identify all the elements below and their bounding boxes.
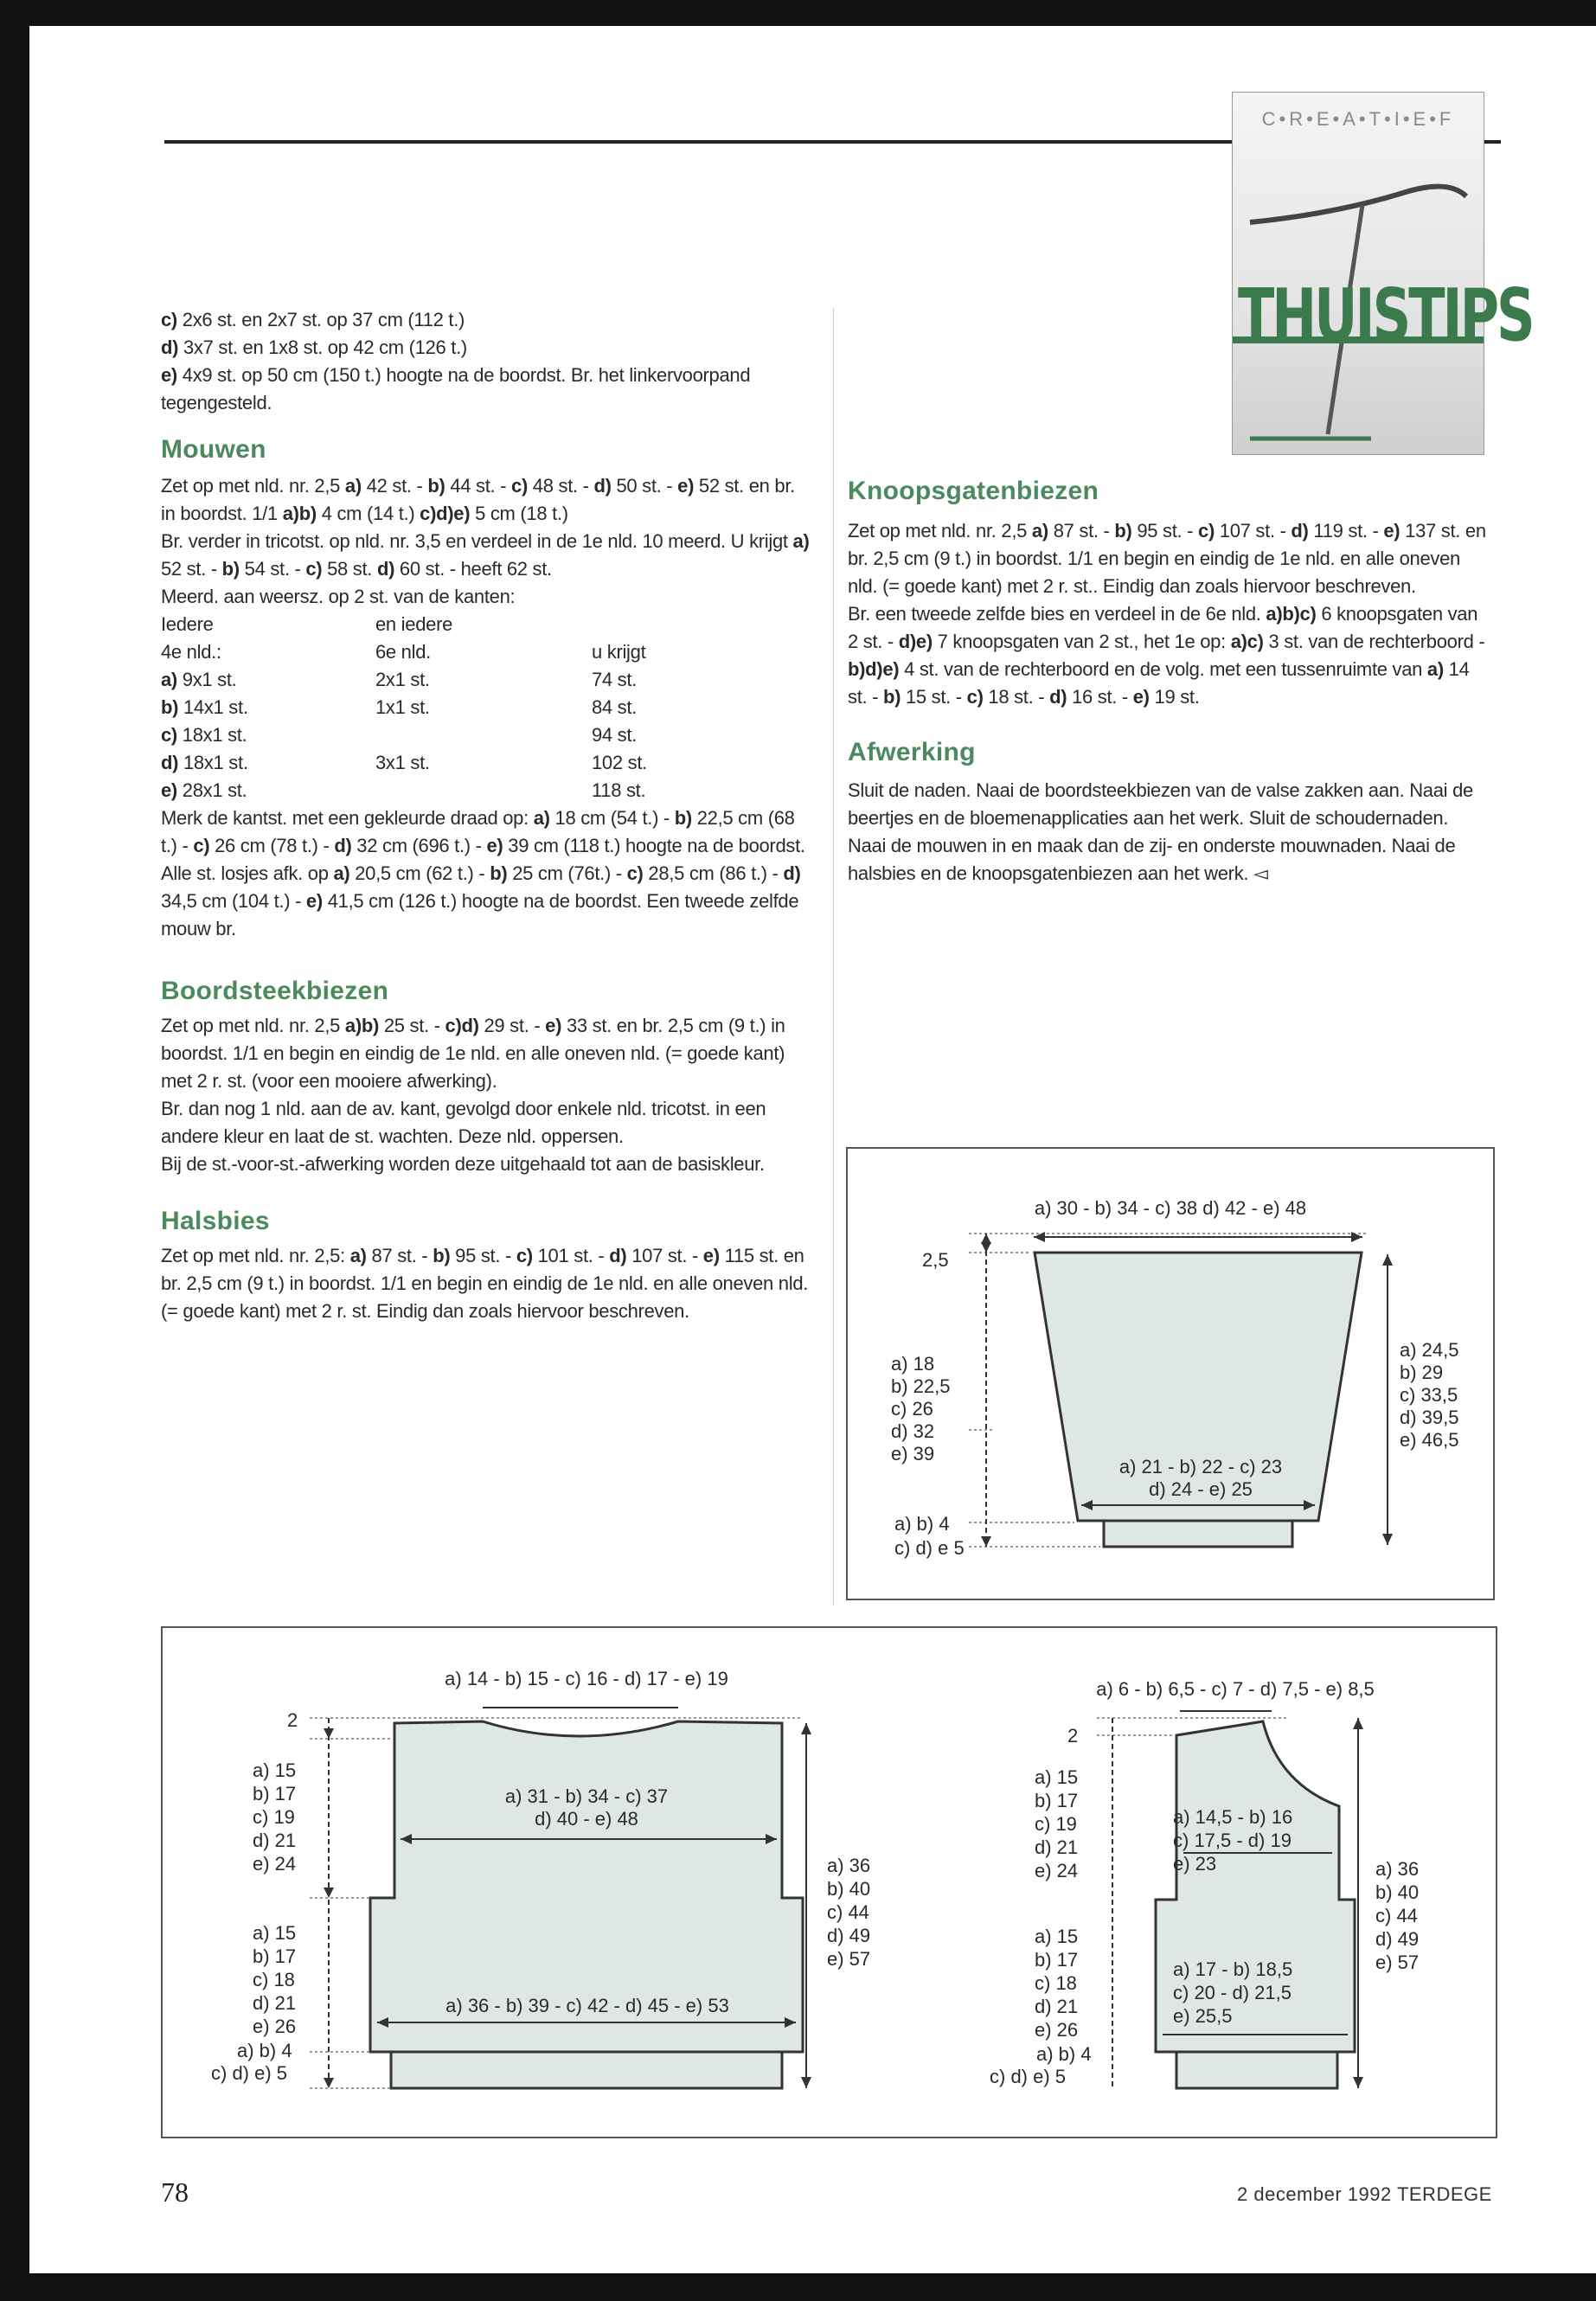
logo-wordmark: THUISTIPS bbox=[1238, 272, 1533, 358]
back-length-arrow bbox=[801, 1723, 811, 1734]
body-diagram bbox=[161, 1626, 1497, 2138]
table-cell: 118 st. bbox=[592, 779, 646, 801]
back-length-measure: d) 49 bbox=[827, 1925, 871, 1946]
back-upper-measure: e) 24 bbox=[253, 1853, 297, 1875]
scan-border-left bbox=[0, 0, 29, 2301]
front-length-measure: e) 57 bbox=[1375, 1952, 1420, 1973]
mouwen-text-2-2: Alle st. losjes afk. op a) 20,5 cm (62 t.) - b) 25 cm (76t.) - c) 28,5 cm (86 t.) - d) 34,5 cm (104 t.) - e) 41,5 cm (126 t.) hoogte na de boordst. Een tweede zelfde mouw br. bbox=[161, 862, 801, 939]
page-number: 78 bbox=[161, 2176, 189, 2208]
back-length-measure: a) 36 bbox=[827, 1855, 871, 1876]
front-upper-measure: b) 17 bbox=[1035, 1790, 1079, 1811]
front-upper-measure: c) 19 bbox=[1035, 1813, 1077, 1835]
table-cell bbox=[375, 777, 592, 804]
intro-line-3: e) 4x9 st. op 50 cm (150 t.) hoogte na de boordst. Br. het linkervoorpand tegengesteld. bbox=[161, 364, 751, 413]
table-row bbox=[161, 694, 765, 721]
front-lower-measure: a) 15 bbox=[1035, 1926, 1079, 1947]
hals-text-1: Zet op met nld. nr. 2,5: a) 87 st. - b) 95 st. - c) 101 st. - d) 107 st. - e) 115 st. en br. 2,5 cm (9 t.) in boordst. 1/1 en begin en eindig de 1e nld. en alle oneven nld. (= goede kant) met 2 r. st. Eindig dan zoals hiervoor beschreven. bbox=[161, 1245, 809, 1322]
back-upper-measure: b) 17 bbox=[253, 1783, 297, 1804]
back-lower-measure: c) 18 bbox=[253, 1969, 295, 1990]
boord-text-3: Bij de st.-voor-st.-afwerking worden deze uitgehaald tot aan de basiskleur. bbox=[161, 1153, 765, 1175]
table-header-cell: 6e nld. bbox=[375, 641, 431, 663]
table-cell: 2x1 st. bbox=[375, 669, 430, 690]
sleeve-right-measure: c) 33,5 bbox=[1400, 1384, 1458, 1406]
knoopsgatenbiezen-paragraph bbox=[848, 517, 1488, 711]
mouwen-text-1: Zet op met nld. nr. 2,5 a) 42 st. - b) 44 st. - c) 48 st. - d) 50 st. - e) 52 st. en br. in boordst. 1/1 a)b) 4 cm (14 t.) c)d)e) 5 cm (18 t.) bbox=[161, 475, 795, 524]
front-hem-measure: c) 20 - d) 21,5 bbox=[1173, 1982, 1292, 2003]
afwerking-paragraph bbox=[848, 777, 1488, 888]
sleeve-rib-2: c) d) e 5 bbox=[894, 1537, 965, 1559]
sleeve-bottom-measure bbox=[1071, 1456, 1330, 1501]
page-date: 2 december 1992 TERDEGE bbox=[1237, 2183, 1492, 2205]
sleeve-left-measure: c) 26 bbox=[891, 1398, 933, 1420]
front-rib-measure: c) d) e) 5 bbox=[990, 2066, 1067, 2087]
afwerking-text-2: Naai de mouwen in en maak dan de zij- en onderste mouwnaden. Naai de halsbies en de knoopsgatenbiezen aan het werk. ◅ bbox=[848, 835, 1456, 884]
front-rib-measure: a) b) 4 bbox=[1036, 2043, 1092, 2065]
sleeve-top-measure: a) 30 - b) 34 - c) 38 d) 42 - e) 48 bbox=[1034, 1197, 1307, 1219]
heading-mouwen: Mouwen bbox=[161, 435, 266, 464]
front-length-arrow bbox=[1353, 2077, 1363, 2088]
back-lower-measure: a) 15 bbox=[253, 1922, 297, 1944]
front-shoulder-drop: 2 bbox=[1067, 1725, 1079, 1747]
front-length-measure: d) 49 bbox=[1375, 1928, 1420, 1950]
scan-border-top bbox=[0, 0, 1596, 26]
sleeve-diagram bbox=[846, 1147, 1495, 1600]
front-length-arrow bbox=[1353, 1718, 1363, 1729]
table-cell: a) 9x1 st. bbox=[161, 669, 237, 690]
front-lower-measure: b) 17 bbox=[1035, 1949, 1079, 1971]
front-length-measure: b) 40 bbox=[1375, 1881, 1420, 1903]
back-length-arrow bbox=[801, 2077, 811, 2088]
sleeve-right-measure: b) 29 bbox=[1400, 1362, 1444, 1383]
back-lower-measure: d) 21 bbox=[253, 1992, 297, 2014]
boordsteekbiezen-paragraph bbox=[161, 1012, 810, 1178]
table-header-cell: u krijgt bbox=[592, 641, 646, 663]
table-header-cell: 4e nld.: bbox=[161, 641, 221, 663]
back-chest-measure: d) 40 - e) 48 bbox=[535, 1808, 638, 1830]
increase-table bbox=[161, 611, 765, 804]
front-chest-measure: e) 23 bbox=[1173, 1853, 1217, 1875]
sleeve-rib-measures bbox=[894, 1512, 965, 1561]
front-hem-measure: a) 17 - b) 18,5 bbox=[1173, 1958, 1293, 1980]
sleeve-left-measure: d) 32 bbox=[891, 1420, 935, 1442]
front-upper-measure: e) 24 bbox=[1035, 1860, 1079, 1881]
back-upper-measure: a) 15 bbox=[253, 1759, 297, 1781]
back-length-measure: b) 40 bbox=[827, 1878, 871, 1900]
front-chest-measure: a) 14,5 - b) 16 bbox=[1173, 1806, 1293, 1828]
front-upper-measure: a) 15 bbox=[1035, 1766, 1079, 1788]
table-row bbox=[161, 777, 765, 804]
sleeve-right-measure: a) 24,5 bbox=[1400, 1339, 1459, 1361]
table-cell bbox=[375, 721, 592, 749]
sleeve-right-measures bbox=[1400, 1339, 1459, 1452]
table-header-cell: Iedere bbox=[161, 613, 214, 635]
mouwen-text-2: Br. verder in tricotst. op nld. nr. 3,5 en verdeel in de 1e nld. 10 meerd. U krijgt a) 52 st. - b) 54 st. - c) 58 st. d) 60 st. - heeft 62 st. bbox=[161, 530, 810, 580]
table-cell: b) 14x1 st. bbox=[161, 696, 248, 718]
front-rib bbox=[1176, 2052, 1337, 2088]
column-divider bbox=[833, 308, 834, 1606]
intro-line-1: c) 2x6 st. en 2x7 st. op 37 cm (112 t.) bbox=[161, 309, 465, 330]
front-upper-measure: d) 21 bbox=[1035, 1836, 1079, 1858]
table-row bbox=[161, 749, 765, 777]
table-cell: 94 st. bbox=[592, 724, 638, 746]
sleeve-cuff bbox=[1104, 1521, 1292, 1547]
front-lower-measure: d) 21 bbox=[1035, 1996, 1079, 2017]
table-cell: 102 st. bbox=[592, 752, 647, 773]
heading-knoopsgatenbiezen: Knoopsgatenbiezen bbox=[848, 477, 1099, 505]
back-length-measure: c) 44 bbox=[827, 1901, 869, 1923]
sleeve-left-measures bbox=[891, 1353, 951, 1465]
halsbies-paragraph bbox=[161, 1242, 810, 1325]
mouwen-text-2-1: Merk de kantst. met een gekleurde draad op: a) 18 cm (54 t.) - b) 22,5 cm (68 t.) - c) 26 cm (78 t.) - d) 32 cm (696 t.) - e) 39 cm (118 t.) hoogte na de boordst. bbox=[161, 807, 805, 856]
sleeve-bottom-measure-2: d) 24 - e) 25 bbox=[1149, 1478, 1253, 1500]
sleeve-left-measure: a) 18 bbox=[891, 1353, 935, 1375]
left-column bbox=[161, 306, 810, 1325]
back-rib bbox=[391, 2052, 782, 2088]
sleeve-right-measure: e) 46,5 bbox=[1400, 1429, 1459, 1451]
heading-afwerking: Afwerking bbox=[848, 738, 976, 766]
table-header-row bbox=[161, 638, 765, 666]
logo-creatief-text: C•R•E•A•T•I•E•F bbox=[1261, 108, 1455, 130]
front-length-measure: c) 44 bbox=[1375, 1905, 1418, 1926]
back-lower-measure: b) 17 bbox=[253, 1945, 297, 1967]
table-header-cell: en iedere bbox=[375, 613, 453, 635]
back-upper-measure: d) 21 bbox=[253, 1830, 297, 1851]
table-row bbox=[161, 666, 765, 694]
back-length-measure: e) 57 bbox=[827, 1948, 871, 1970]
boord-text-2: Br. dan nog 1 nld. aan de av. kant, gevolgd door enkele nld. tricotst. in een andere kleur en laat de st. wachten. Deze nld. oppersen. bbox=[161, 1098, 766, 1147]
thuistips-logo bbox=[1232, 92, 1533, 455]
front-chest-measure: c) 17,5 - d) 19 bbox=[1173, 1830, 1292, 1851]
front-neck-measure: a) 6 - b) 6,5 - c) 7 - d) 7,5 - e) 8,5 bbox=[1096, 1678, 1375, 1700]
back-shoulder-drop: 2 bbox=[287, 1709, 298, 1731]
back-chest-measure: a) 31 - b) 34 - c) 37 bbox=[504, 1785, 669, 1807]
back-neck-measure: a) 14 - b) 15 - c) 16 - d) 17 - e) 19 bbox=[445, 1668, 728, 1689]
heading-halsbies: Halsbies bbox=[161, 1207, 270, 1235]
front-length-measure: a) 36 bbox=[1375, 1858, 1420, 1880]
table-cell: 74 st. bbox=[592, 669, 638, 690]
back-upper-measure: c) 19 bbox=[253, 1806, 295, 1828]
sleeve-left-measure: b) 22,5 bbox=[891, 1375, 951, 1397]
knoop-text-1: Zet op met nld. nr. 2,5 a) 87 st. - b) 95 st. - c) 107 st. - d) 119 st. - e) 137 st. en br. 2,5 cm (9 t.) in boordst. 1/1 en begin en eindig de 1e nld. en alle oneven nld. (= goede kant) met 2 r. st.. Eindig dan zoals hiervoor beschreven. bbox=[848, 520, 1486, 597]
back-lower-measure: e) 26 bbox=[253, 2016, 297, 2037]
table-cell: 3x1 st. bbox=[375, 752, 430, 773]
table-header-row bbox=[161, 611, 765, 638]
intro-paragraph bbox=[161, 306, 810, 417]
front-hem-measure: e) 25,5 bbox=[1173, 2005, 1233, 2027]
table-cell: c) 18x1 st. bbox=[161, 724, 247, 746]
sleeve-right-measure: d) 39,5 bbox=[1400, 1407, 1459, 1428]
table-row bbox=[161, 721, 765, 749]
table-cell: 84 st. bbox=[592, 696, 638, 718]
front-lower-measure: e) 26 bbox=[1035, 2019, 1079, 2041]
sleeve-top-gap: 2,5 bbox=[922, 1249, 949, 1271]
mouwen-paragraph bbox=[161, 472, 810, 611]
knoop-text-2: Br. een tweede zelfde bies en verdeel in de 6e nld. a)b)c) 6 knoopsgaten van 2 st. - d)e) 7 knoopsgaten van 2 st., het 1e op: a)c) 3 st. van de rechterboord - b)d)e) 4 st. van de rechterboord en de volg. met een tussenruimte van a) 14 st. - b) 15 st. - c) 18 st. - d) 16 st. - e) 19 st. bbox=[848, 603, 1485, 708]
table-cell: e) 28x1 st. bbox=[161, 779, 247, 801]
scan-border-bottom bbox=[0, 2273, 1596, 2301]
table-cell: d) 18x1 st. bbox=[161, 752, 248, 773]
intro-line-2: d) 3x7 st. en 1x8 st. op 42 cm (126 t.) bbox=[161, 336, 467, 358]
boord-text-1: Zet op met nld. nr. 2,5 a)b) 25 st. - c)d) 29 st. - e) 33 st. en br. 2,5 cm (9 t.) in boordst. 1/1 en begin en eindig de 1e nld. en alle oneven nld. (= goede kant) met 2 r. st. (voor een mooiere afwerking). bbox=[161, 1015, 785, 1092]
heading-boordsteekbiezen: Boordsteekbiezen bbox=[161, 977, 389, 1005]
back-rib-measure: c) d) e) 5 bbox=[211, 2062, 288, 2084]
table-cell: 1x1 st. bbox=[375, 696, 430, 718]
back-hem-measure: a) 36 - b) 39 - c) 42 - d) 45 - e) 53 bbox=[445, 1995, 729, 2016]
back-rib-measure: a) b) 4 bbox=[237, 2040, 292, 2061]
table-header-cell bbox=[592, 611, 765, 638]
afwerking-text-1: Sluit de naden. Naai de boordsteekbiezen van de valse zakken aan. Naai de beertjes en de bloemenapplicaties aan het werk. Sluit de schoudernaden. bbox=[848, 779, 1473, 829]
right-column bbox=[848, 478, 1488, 888]
front-lower-measure: c) 18 bbox=[1035, 1972, 1077, 1994]
sleeve-rib-1: a) b) 4 bbox=[894, 1513, 950, 1535]
sleeve-bottom-measure-1: a) 21 - b) 22 - c) 23 bbox=[1118, 1456, 1283, 1477]
sleeve-left-measure: e) 39 bbox=[891, 1443, 935, 1465]
mouwen-paragraph-2 bbox=[161, 804, 810, 943]
mouwen-text-3: Meerd. aan weersz. op 2 st. van de kanten: bbox=[161, 586, 516, 607]
